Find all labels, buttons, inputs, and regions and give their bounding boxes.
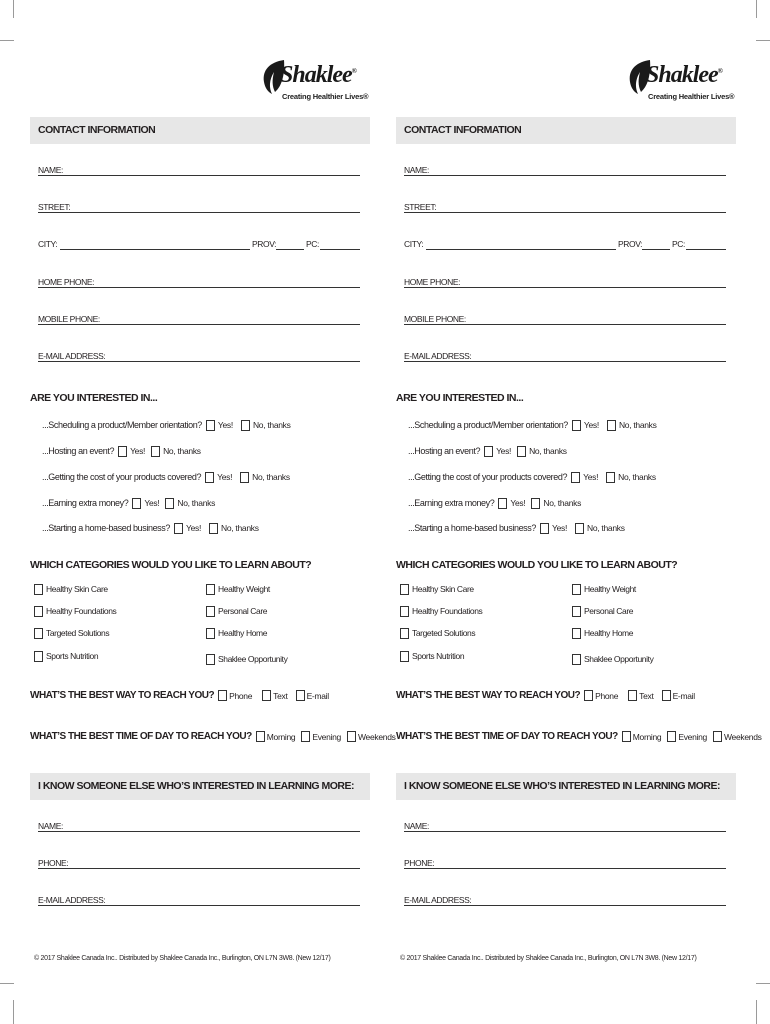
email-option-label: E-mail	[306, 690, 329, 701]
reach-time-row	[396, 731, 762, 742]
underline	[404, 905, 726, 906]
category-checkbox[interactable]	[400, 651, 409, 662]
street-field[interactable]	[38, 202, 360, 216]
no-checkbox[interactable]	[531, 498, 540, 509]
city-label: CITY:	[404, 239, 424, 249]
name-field[interactable]	[404, 165, 726, 179]
no-label: No, thanks	[587, 523, 625, 533]
underline	[404, 831, 726, 832]
weekends-checkbox[interactable]	[347, 731, 356, 742]
no-checkbox[interactable]	[517, 446, 526, 457]
category-checkbox[interactable]	[572, 654, 581, 665]
no-checkbox[interactable]	[241, 420, 250, 431]
referral-phone-label: PHONE:	[404, 858, 435, 868]
no-checkbox[interactable]	[606, 472, 615, 483]
crop-mark	[13, 1000, 14, 1024]
reach-question: WHAT’S THE BEST WAY TO REACH YOU?	[396, 690, 581, 701]
category-checkbox[interactable]	[572, 628, 581, 639]
category-option[interactable]	[34, 649, 98, 663]
no-label: No, thanks	[543, 498, 582, 508]
category-checkbox[interactable]	[34, 606, 43, 617]
referral-phone-label: PHONE:	[38, 858, 69, 868]
name-field[interactable]	[38, 165, 360, 179]
question-text: ...Earning extra money?	[408, 498, 495, 508]
weekends-label: Weekends	[723, 731, 762, 742]
referral-name-label: NAME:	[404, 821, 429, 831]
name-label: NAME:	[404, 165, 429, 175]
home-phone-field[interactable]	[38, 277, 360, 291]
category-option[interactable]	[206, 652, 287, 666]
yes-checkbox[interactable]	[118, 446, 127, 457]
categories-heading: WHICH CATEGORIES WOULD YOU LIKE TO LEARN ABOUT?	[30, 559, 312, 571]
category-checkbox[interactable]	[34, 651, 43, 662]
question-text: ...Getting the cost of your products covered?	[42, 472, 202, 482]
no-label: No, thanks	[221, 523, 259, 533]
referral-header	[396, 773, 736, 800]
category-label: Personal Care	[584, 606, 634, 616]
interest-question	[408, 417, 657, 433]
underline	[38, 324, 360, 325]
city-row	[404, 239, 726, 253]
no-checkbox[interactable]	[240, 472, 249, 483]
street-label: STREET:	[38, 202, 71, 212]
copyright-footer: © 2017 Shaklee Canada Inc.. Distributed by Shaklee Canada Inc., Burlington, ON L7N 3W8. (New 12/17)	[34, 955, 331, 962]
contact-header	[396, 117, 736, 144]
evening-checkbox[interactable]	[301, 731, 310, 742]
category-label: Shaklee Opportunity	[584, 654, 654, 664]
category-option[interactable]	[206, 582, 270, 596]
no-checkbox[interactable]	[165, 498, 174, 509]
morning-checkbox[interactable]	[622, 731, 631, 742]
no-label: No, thanks	[618, 472, 656, 482]
category-option[interactable]	[400, 626, 475, 640]
category-checkbox[interactable]	[206, 606, 215, 617]
interest-question	[42, 495, 215, 511]
question-text: ...Scheduling a product/Member orientation?	[408, 420, 568, 430]
underline	[38, 831, 360, 832]
crop-mark	[756, 40, 770, 41]
copyright-footer: © 2017 Shaklee Canada Inc.. Distributed by Shaklee Canada Inc., Burlington, ON L7N 3W8. (New 12/17)	[400, 955, 697, 962]
underline	[404, 324, 726, 325]
mobile-phone-field[interactable]	[404, 314, 726, 328]
category-label: Healthy Home	[218, 628, 268, 638]
question-text: ...Starting a home-based business?	[42, 523, 170, 533]
referral-email-field[interactable]	[38, 895, 360, 909]
time-question: WHAT’S THE BEST TIME OF DAY TO REACH YOU?	[396, 731, 618, 742]
interest-question	[408, 520, 625, 536]
mobile-phone-label: MOBILE PHONE:	[404, 314, 466, 324]
evening-label: Evening	[678, 731, 707, 742]
email-field[interactable]	[38, 351, 360, 365]
category-checkbox[interactable]	[206, 628, 215, 639]
category-label: Healthy Weight	[584, 584, 636, 594]
contact-heading: CONTACT INFORMATION	[404, 124, 522, 136]
category-checkbox[interactable]	[34, 584, 43, 595]
shaklee-logo	[260, 58, 370, 108]
email-option-label: E-mail	[672, 690, 695, 701]
city-row	[38, 239, 360, 253]
interest-question	[408, 469, 656, 485]
yes-label: Yes!	[510, 498, 526, 508]
underline	[320, 249, 360, 250]
underline	[642, 249, 670, 250]
morning-checkbox[interactable]	[256, 731, 265, 742]
interest-question	[42, 469, 290, 485]
category-option[interactable]	[400, 649, 464, 663]
referral-header	[30, 773, 370, 800]
no-label: No, thanks	[252, 420, 291, 430]
underline	[38, 905, 360, 906]
categories-heading: WHICH CATEGORIES WOULD YOU LIKE TO LEARN ABOUT?	[396, 559, 678, 571]
question-text: ...Scheduling a product/Member orientation?	[42, 420, 202, 430]
text-checkbox[interactable]	[628, 690, 637, 701]
category-option[interactable]	[400, 604, 482, 618]
yes-label: Yes!	[551, 523, 568, 533]
interest-question	[408, 443, 567, 459]
email-checkbox[interactable]	[296, 690, 305, 701]
crop-mark	[13, 0, 14, 18]
yes-checkbox[interactable]	[540, 523, 549, 534]
underline	[38, 212, 360, 213]
city-label: CITY:	[38, 239, 58, 249]
category-option[interactable]	[572, 582, 636, 596]
category-checkbox[interactable]	[34, 628, 43, 639]
phone-checkbox[interactable]	[218, 690, 227, 701]
referral-name-label: NAME:	[38, 821, 63, 831]
underline	[38, 361, 360, 362]
no-checkbox[interactable]	[607, 420, 616, 431]
form-card-left	[30, 0, 396, 1024]
pc-label: PC:	[672, 239, 685, 249]
category-option[interactable]	[34, 626, 109, 640]
morning-label: Morning	[266, 731, 296, 742]
yes-checkbox[interactable]	[572, 420, 581, 431]
no-checkbox[interactable]	[151, 446, 160, 457]
yes-checkbox[interactable]	[206, 420, 215, 431]
underline	[38, 175, 360, 176]
yes-label: Yes!	[496, 446, 512, 456]
form-card-right	[396, 0, 762, 1024]
city-field[interactable]	[38, 239, 250, 253]
referral-email-label: E-MAIL ADDRESS:	[404, 895, 472, 905]
crop-mark	[0, 983, 14, 984]
no-label: No, thanks	[529, 446, 567, 456]
phone-label: Phone	[229, 690, 253, 701]
email-label: E-MAIL ADDRESS:	[404, 351, 472, 361]
morning-label: Morning	[632, 731, 662, 742]
underline	[404, 287, 726, 288]
crop-mark	[756, 0, 757, 18]
interest-heading: ARE YOU INTERESTED IN...	[396, 392, 524, 404]
pc-field[interactable]	[306, 239, 360, 253]
underline	[426, 249, 616, 250]
category-checkbox[interactable]	[400, 606, 409, 617]
yes-checkbox[interactable]	[205, 472, 214, 483]
reach-method-row	[396, 690, 695, 701]
category-checkbox[interactable]	[572, 584, 581, 595]
interest-question	[42, 443, 201, 459]
referral-heading: I KNOW SOMEONE ELSE WHO’S INTERESTED IN LEARNING MORE:	[38, 780, 355, 792]
no-checkbox[interactable]	[575, 523, 584, 534]
category-label: Sports Nutrition	[412, 651, 465, 661]
yes-label: Yes!	[583, 472, 599, 482]
text-label: Text	[273, 690, 288, 701]
referral-name-field[interactable]	[404, 821, 726, 835]
mobile-phone-field[interactable]	[38, 314, 360, 328]
underline	[404, 175, 726, 176]
category-option[interactable]	[400, 582, 474, 596]
yes-checkbox[interactable]	[571, 472, 580, 483]
interest-question	[408, 495, 581, 511]
referral-email-field[interactable]	[404, 895, 726, 909]
street-label: STREET:	[404, 202, 437, 212]
weekends-label: Weekends	[357, 731, 396, 742]
category-option[interactable]	[572, 604, 633, 618]
category-checkbox[interactable]	[400, 628, 409, 639]
yes-label: Yes!	[217, 420, 233, 430]
underline	[276, 249, 304, 250]
referral-heading: I KNOW SOMEONE ELSE WHO’S INTERESTED IN LEARNING MORE:	[404, 780, 721, 792]
category-checkbox[interactable]	[400, 584, 409, 595]
no-label: No, thanks	[252, 472, 290, 482]
reach-time-row	[30, 731, 396, 742]
category-option[interactable]	[34, 582, 108, 596]
crop-mark	[756, 1000, 757, 1024]
text-label: Text	[639, 690, 654, 701]
category-label: Healthy Foundations	[46, 606, 117, 616]
underline	[686, 249, 726, 250]
question-text: ...Hosting an event?	[42, 446, 115, 456]
referral-name-field[interactable]	[38, 821, 360, 835]
yes-label: Yes!	[144, 498, 160, 508]
yes-label: Yes!	[130, 446, 146, 456]
city-field[interactable]	[404, 239, 616, 253]
home-phone-label: HOME PHONE:	[404, 277, 461, 287]
contact-header	[30, 117, 370, 144]
phone-checkbox[interactable]	[584, 690, 593, 701]
yes-checkbox[interactable]	[498, 498, 507, 509]
home-phone-field[interactable]	[404, 277, 726, 291]
no-label: No, thanks	[163, 446, 201, 456]
logo-tagline: Creating Healthier Lives®	[648, 92, 735, 101]
category-label: Targeted Solutions	[412, 628, 476, 638]
underline	[38, 287, 360, 288]
reach-method-row	[30, 690, 329, 701]
contact-heading: CONTACT INFORMATION	[38, 124, 156, 136]
category-label: Shaklee Opportunity	[218, 654, 288, 664]
pc-label: PC:	[306, 239, 319, 249]
category-label: Targeted Solutions	[46, 628, 110, 638]
category-label: Sports Nutrition	[46, 651, 99, 661]
interest-question	[42, 417, 291, 433]
category-label: Healthy Foundations	[412, 606, 483, 616]
category-checkbox[interactable]	[206, 654, 215, 665]
prov-field[interactable]	[252, 239, 304, 253]
question-text: ...Earning extra money?	[42, 498, 129, 508]
underline	[404, 361, 726, 362]
prov-label: PROV:	[618, 239, 643, 249]
underline	[404, 868, 726, 869]
referral-phone-field[interactable]	[404, 858, 726, 872]
crop-mark	[0, 40, 14, 41]
evening-checkbox[interactable]	[667, 731, 676, 742]
street-field[interactable]	[404, 202, 726, 216]
no-checkbox[interactable]	[209, 523, 218, 534]
weekends-checkbox[interactable]	[713, 731, 722, 742]
crop-mark	[756, 983, 770, 984]
category-label: Healthy Home	[584, 628, 634, 638]
reach-question: WHAT’S THE BEST WAY TO REACH YOU?	[30, 690, 215, 701]
logo-tagline: Creating Healthier Lives®	[282, 92, 369, 101]
email-field[interactable]	[404, 351, 726, 365]
email-label: E-MAIL ADDRESS:	[38, 351, 106, 361]
logo-wordmark: Shaklee®	[280, 62, 356, 88]
underline	[404, 212, 726, 213]
phone-label: Phone	[595, 690, 619, 701]
category-label: Healthy Skin Care	[46, 584, 108, 594]
yes-label: Yes!	[185, 523, 202, 533]
category-label: Healthy Skin Care	[412, 584, 474, 594]
text-checkbox[interactable]	[262, 690, 271, 701]
referral-phone-field[interactable]	[38, 858, 360, 872]
yes-checkbox[interactable]	[174, 523, 183, 534]
yes-checkbox[interactable]	[132, 498, 141, 509]
shaklee-logo	[626, 58, 736, 108]
logo-wordmark: Shaklee®	[646, 62, 722, 88]
no-label: No, thanks	[618, 420, 657, 430]
email-checkbox[interactable]	[662, 690, 671, 701]
prov-field[interactable]	[618, 239, 670, 253]
question-text: ...Starting a home-based business?	[408, 523, 536, 533]
referral-email-label: E-MAIL ADDRESS:	[38, 895, 106, 905]
category-option[interactable]	[206, 604, 267, 618]
yes-label: Yes!	[583, 420, 599, 430]
category-checkbox[interactable]	[206, 584, 215, 595]
category-option[interactable]	[572, 626, 633, 640]
yes-checkbox[interactable]	[484, 446, 493, 457]
name-label: NAME:	[38, 165, 63, 175]
underline	[60, 249, 250, 250]
evening-label: Evening	[312, 731, 341, 742]
time-question: WHAT’S THE BEST TIME OF DAY TO REACH YOU?	[30, 731, 252, 742]
category-checkbox[interactable]	[572, 606, 581, 617]
question-text: ...Getting the cost of your products covered?	[408, 472, 568, 482]
category-option[interactable]	[34, 604, 116, 618]
category-option[interactable]	[572, 652, 653, 666]
mobile-phone-label: MOBILE PHONE:	[38, 314, 100, 324]
question-text: ...Hosting an event?	[408, 446, 481, 456]
category-option[interactable]	[206, 626, 267, 640]
category-label: Healthy Weight	[218, 584, 270, 594]
yes-label: Yes!	[217, 472, 233, 482]
no-label: No, thanks	[177, 498, 216, 508]
interest-heading: ARE YOU INTERESTED IN...	[30, 392, 158, 404]
home-phone-label: HOME PHONE:	[38, 277, 95, 287]
interest-question	[42, 520, 259, 536]
prov-label: PROV:	[252, 239, 277, 249]
pc-field[interactable]	[672, 239, 726, 253]
underline	[38, 868, 360, 869]
category-label: Personal Care	[218, 606, 268, 616]
